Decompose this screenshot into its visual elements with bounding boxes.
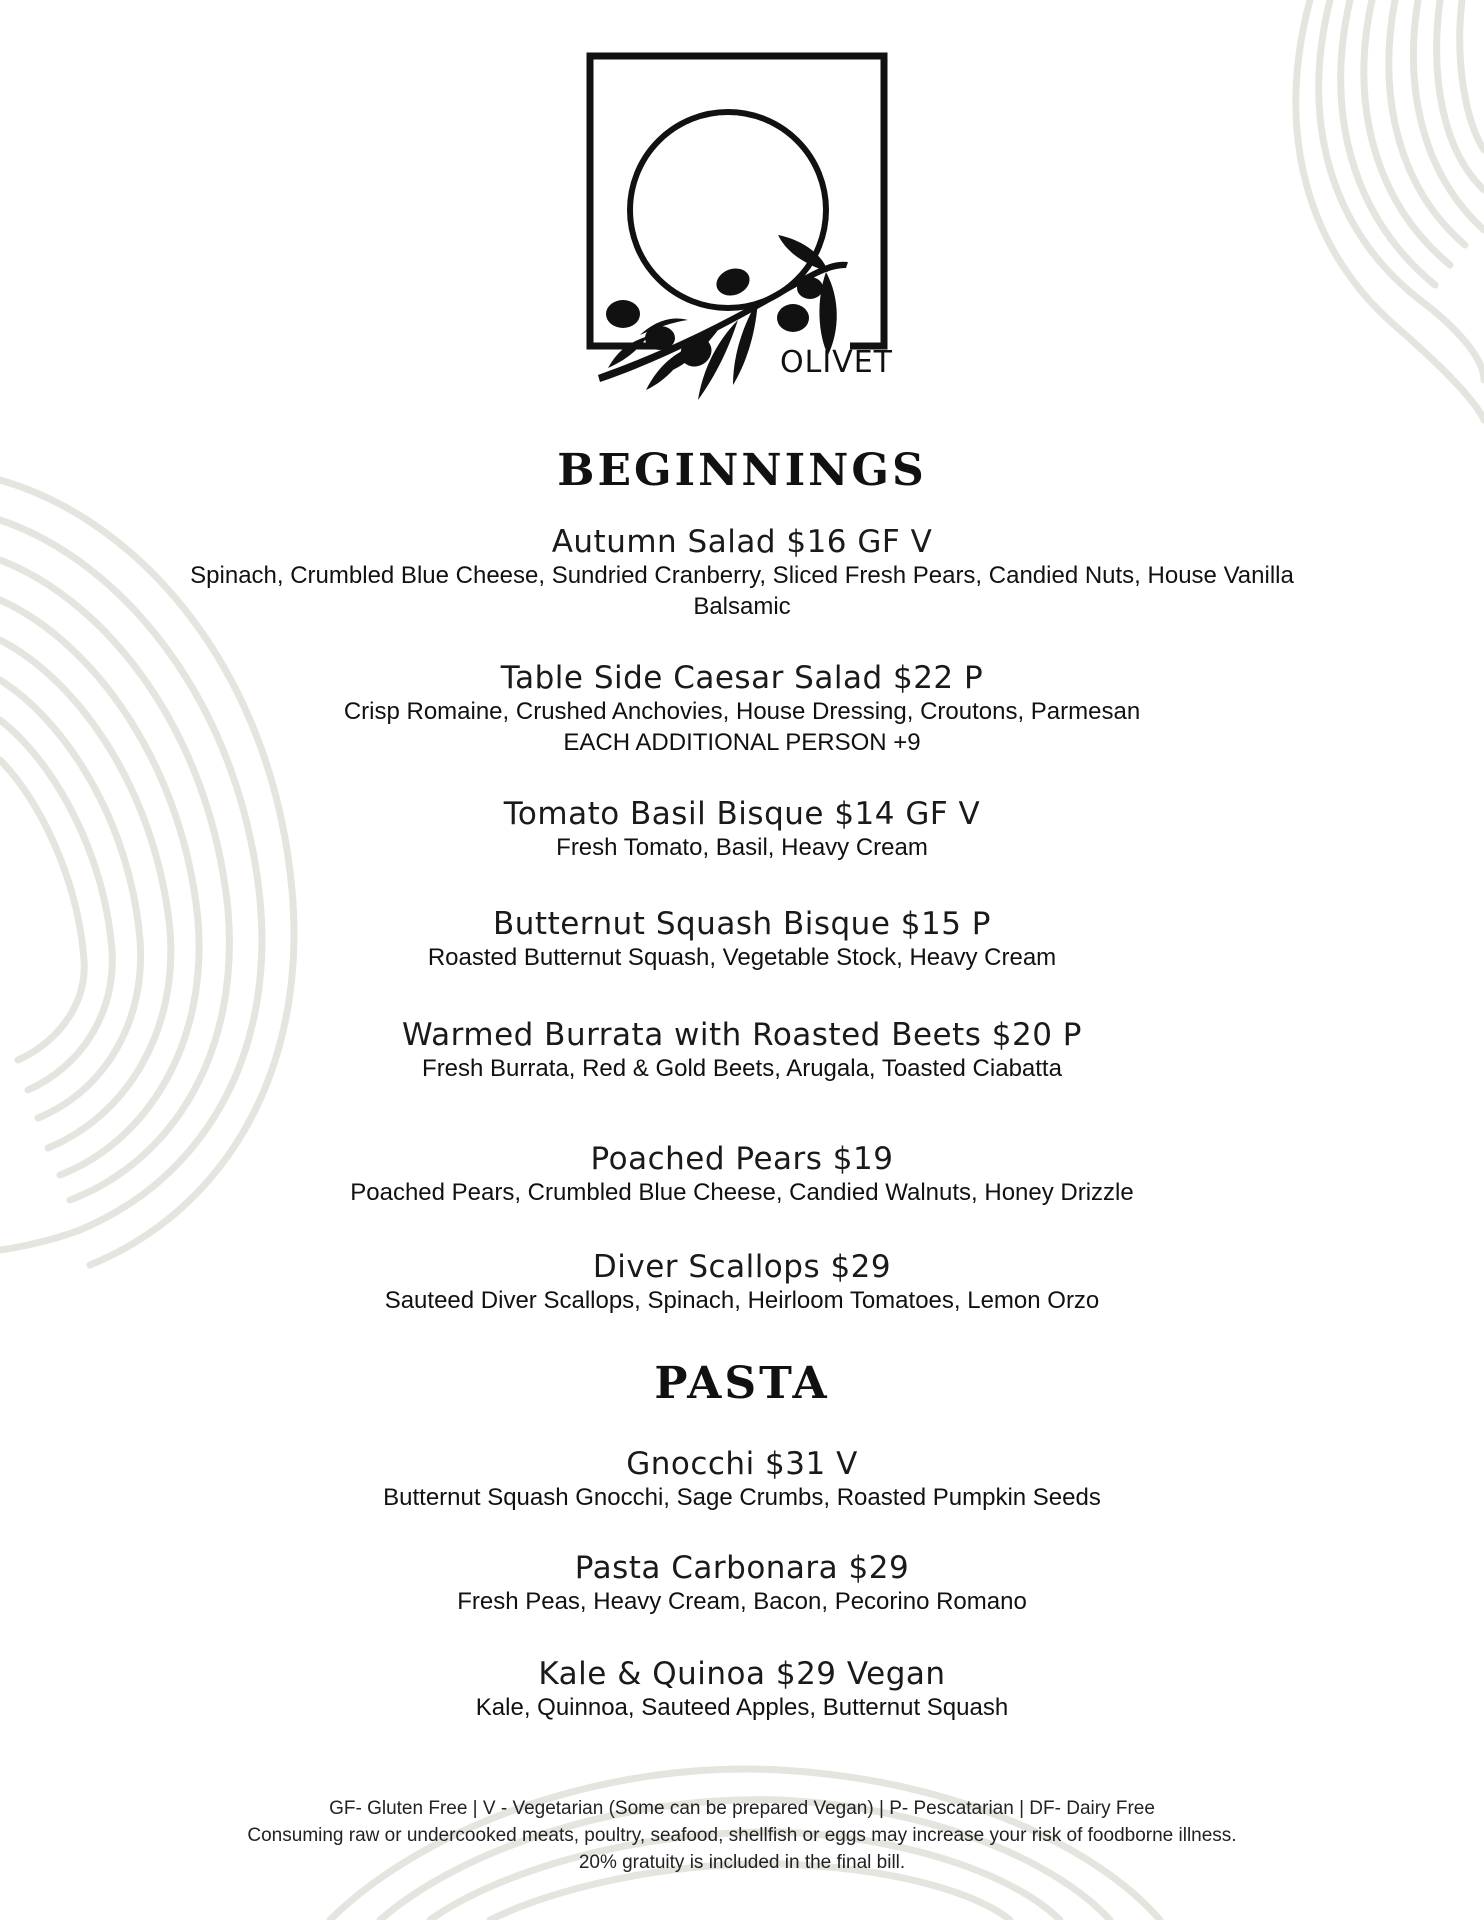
logo-wordmark: OLIVET: [780, 345, 893, 380]
item-description: Spinach, Crumbled Blue Cheese, Sundried Cranberry, Sliced Fresh Pears, Candied Nuts, House Vanilla Balsamic: [190, 562, 1294, 620]
menu-item: [0, 660, 1484, 758]
item-description: Poached Pears, Crumbled Blue Cheese, Candied Walnuts, Honey Drizzle: [350, 1179, 1134, 1206]
item-name: Butternut Squash Bisque $15 P: [493, 906, 991, 942]
item-description: Sauteed Diver Scallops, Spinach, Heirloom Tomatoes, Lemon Orzo: [384, 1287, 1100, 1314]
item-description: Crisp Romaine, Crushed Anchovies, House Dressing, Croutons, Parmesan: [343, 698, 1141, 725]
food-safety-warning: Consuming raw or undercooked meats, poultry, seafood, shellfish or eggs may increase your risk of foodborne illness.: [247, 1825, 1237, 1846]
section-title-beginnings: BEGINNINGS: [557, 445, 927, 496]
section-title-pasta: PASTA: [654, 1358, 830, 1409]
menu-item: [0, 1017, 1484, 1084]
item-description: Fresh Peas, Heavy Cream, Bacon, Pecorino Romano: [457, 1588, 1027, 1615]
item-description: Kale, Quinnoa, Sauteed Apples, Butternut Squash: [475, 1694, 1009, 1721]
item-name: Kale & Quinoa $29 Vegan: [538, 1656, 946, 1692]
item-name: Table Side Caesar Salad $22 P: [500, 660, 984, 696]
item-description: Fresh Burrata, Red & Gold Beets, Arugala, Toasted Ciabatta: [422, 1055, 1062, 1082]
gratuity-note: 20% gratuity is included in the final bill.: [578, 1852, 906, 1873]
item-name: Autumn Salad $16 GF V: [551, 524, 933, 560]
menu-item: [0, 1446, 1484, 1513]
menu-item: [0, 1550, 1484, 1617]
item-name: Poached Pears $19: [590, 1141, 894, 1177]
item-name: Pasta Carbonara $29: [574, 1550, 910, 1586]
item-name: Gnocchi $31 V: [626, 1446, 858, 1482]
item-name: Diver Scallops $29: [592, 1249, 892, 1285]
menu-footer: [0, 1795, 1484, 1876]
item-description: Fresh Tomato, Basil, Heavy Cream: [556, 834, 928, 861]
item-name: Tomato Basil Bisque $14 GF V: [503, 796, 981, 832]
menu-item: [0, 906, 1484, 973]
olivet-logo: [578, 50, 898, 402]
menu-item: [0, 1249, 1484, 1316]
item-description: Roasted Butternut Squash, Vegetable Stock, Heavy Cream: [427, 944, 1057, 971]
dietary-legend: GF- Gluten Free | V - Vegetarian (Some can be prepared Vegan) | P- Pescatarian | DF- Dairy Free: [329, 1798, 1155, 1819]
item-note: EACH ADDITIONAL PERSON +9: [563, 729, 921, 756]
menu-item: [0, 1141, 1484, 1208]
menu-item: [0, 796, 1484, 863]
menu-item: [0, 1656, 1484, 1723]
item-name: Warmed Burrata with Roasted Beets $20 P: [402, 1017, 1082, 1053]
menu-item: [0, 524, 1484, 622]
item-description: Butternut Squash Gnocchi, Sage Crumbs, Roasted Pumpkin Seeds: [383, 1484, 1101, 1511]
